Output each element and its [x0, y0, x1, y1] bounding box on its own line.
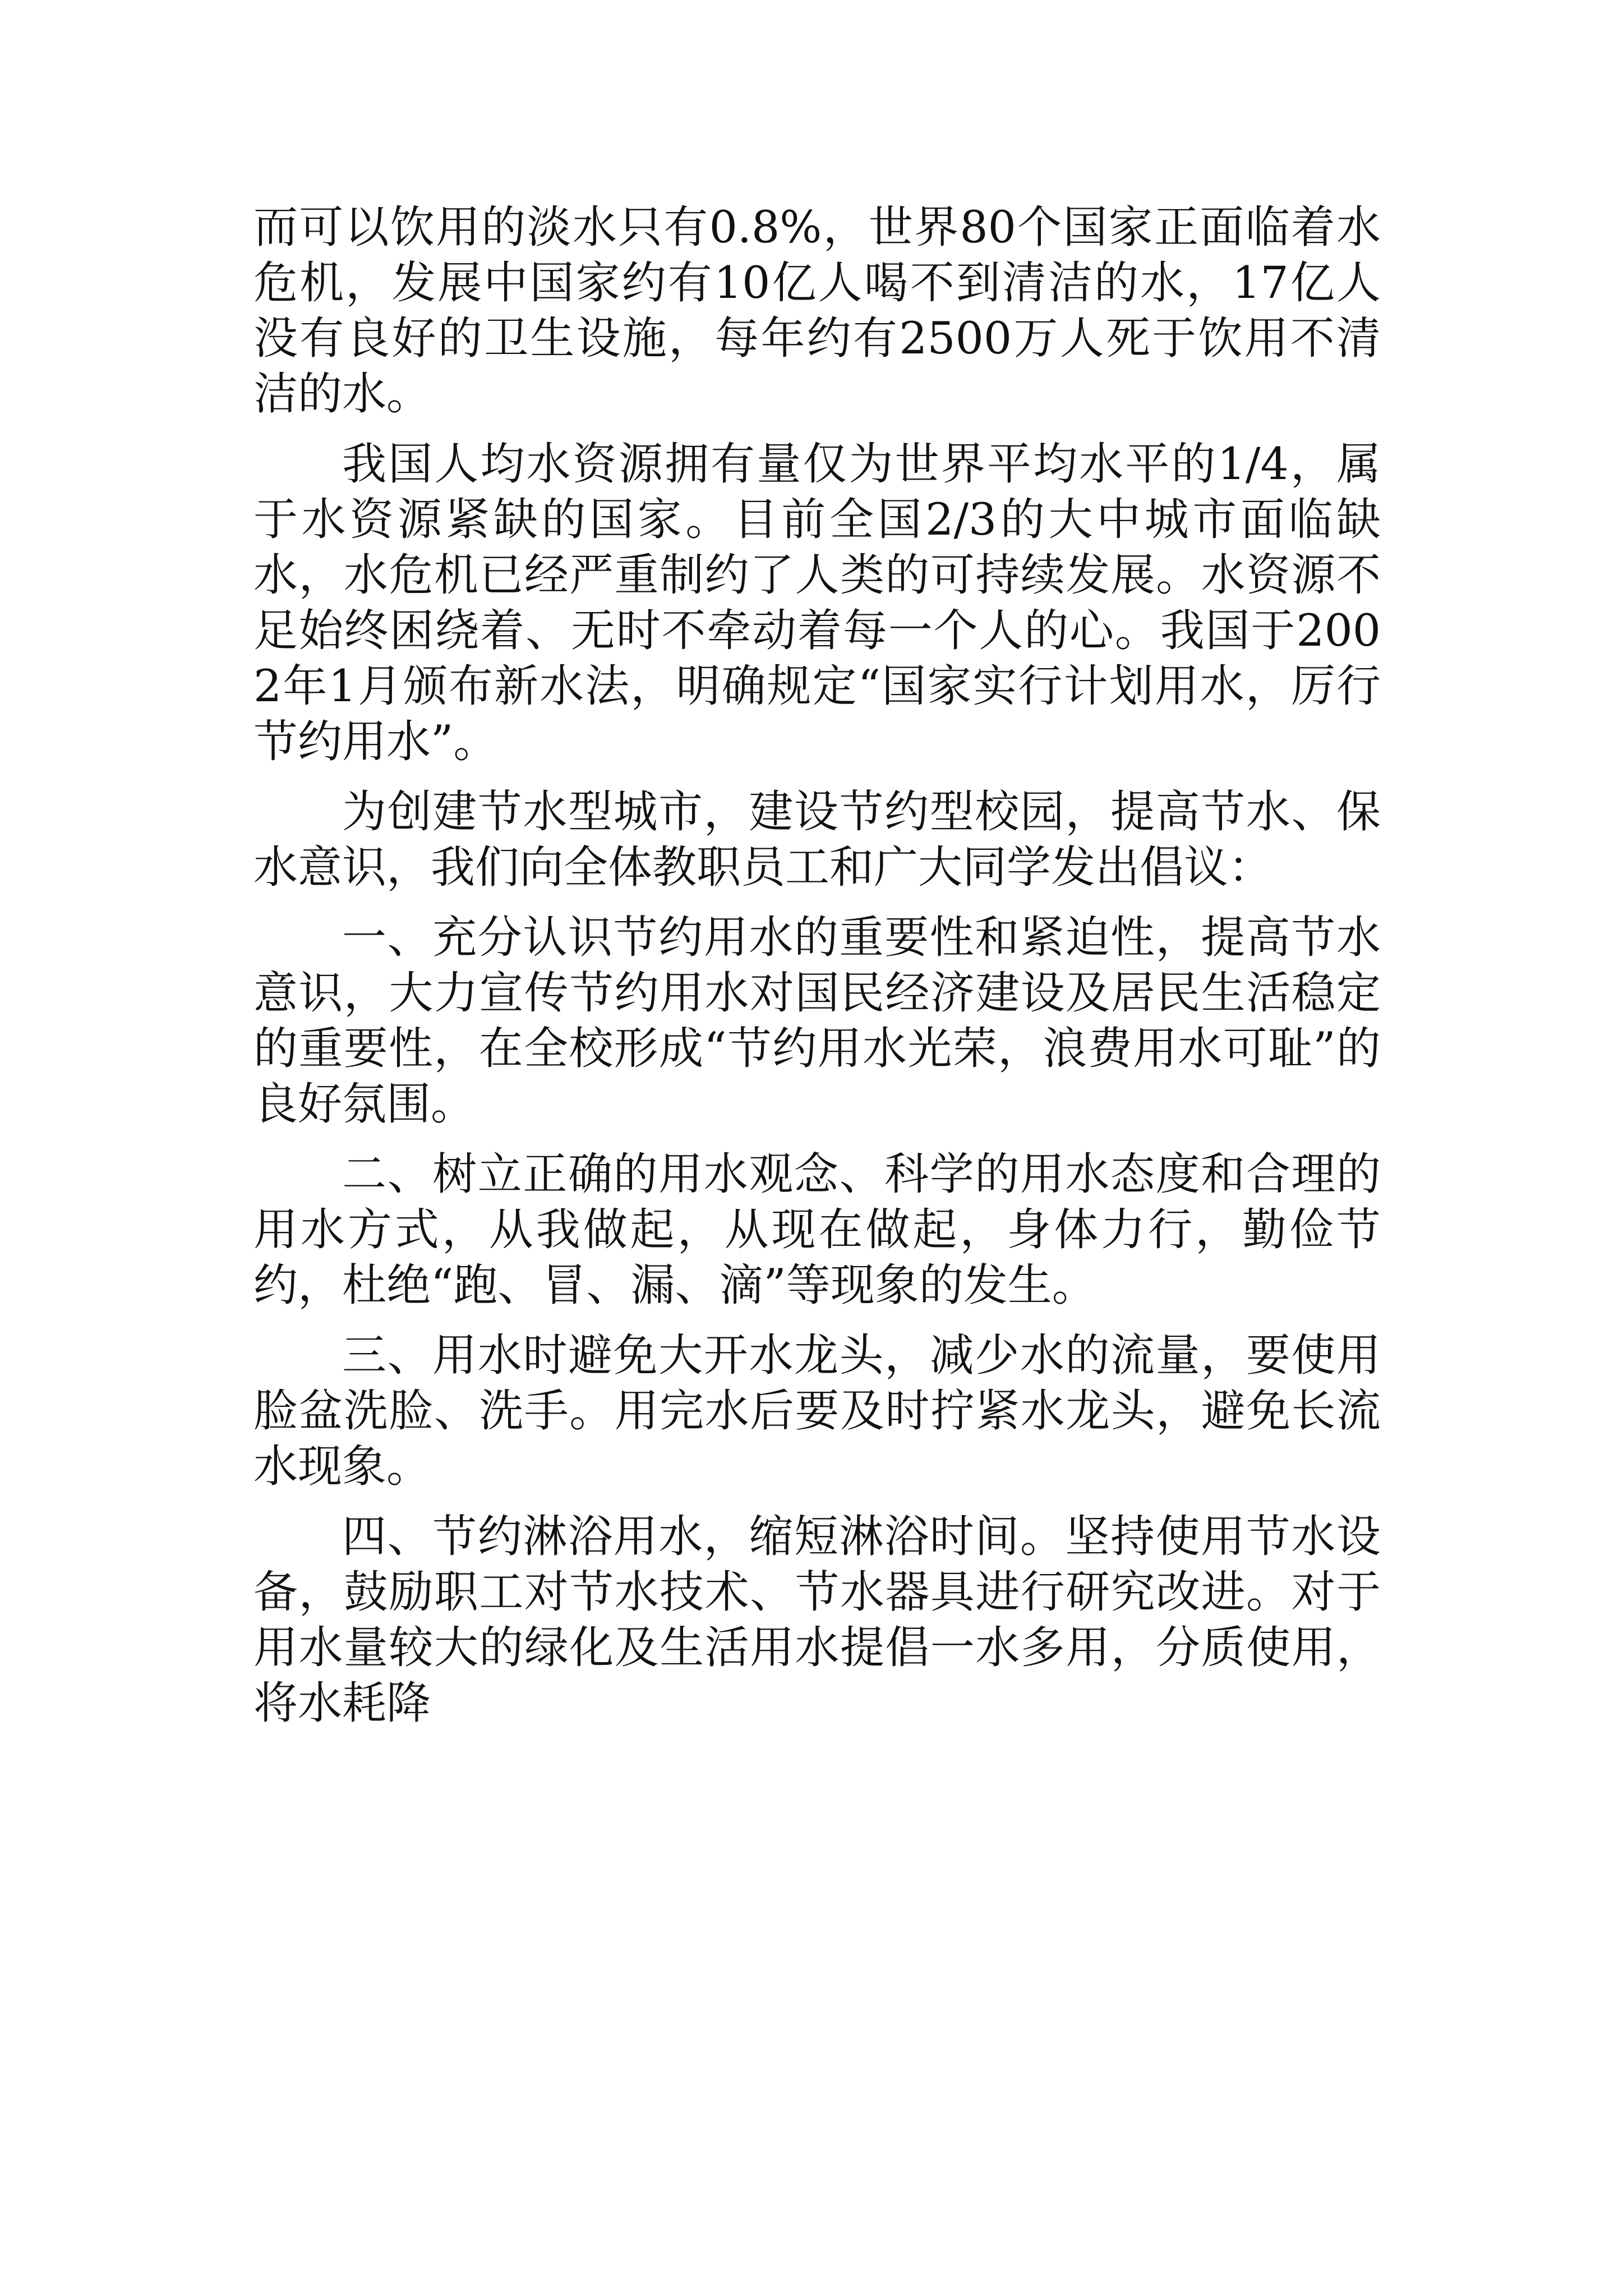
- paragraph-point-one: 一、充分认识节约用水的重要性和紧迫性，提高节水意识，大力宣传节约用水对国民经济建设及居民生活稳定的重要性，在全校形成“节约用水光荣，浪费用水可耻”的良好氛围。: [253, 912, 1381, 1130]
- paragraph-point-four: 四、节约淋浴用水，缩短淋浴时间。坚持使用节水设备，鼓励职工对节水技术、节水器具进行研究改进。对于用水量较大的绿化及生活用水提倡一水多用，分质使用，将水耗降: [253, 1511, 1381, 1729]
- paragraph-point-three: 三、用水时避免大开水龙头，减少水的流量，要使用脸盆洗脸、洗手。用完水后要及时拧紧水龙头，避免长流水现象。: [253, 1329, 1381, 1492]
- document-body: [253, 200, 1381, 1746]
- paragraph-water-crisis-stats: 而可以饮用的淡水只有0.8%，世界80个国家正面临着水危机，发展中国家约有10亿人喝不到清洁的水，17亿人没有良好的卫生设施，每年约有2500万人死于饮用不清洁的水。: [253, 201, 1381, 420]
- paragraph-initiative-intro: 为创建节水型城市，建设节约型校园，提高节水、保水意识，我们向全体教职员工和广大同学发出倡议：: [253, 786, 1381, 893]
- paragraph-point-two: 二、树立正确的用水观念、科学的用水态度和合理的用水方式，从我做起，从现在做起，身体力行，勤俭节约，杜绝“跑、冒、漏、滴”等现象的发生。: [253, 1148, 1381, 1311]
- paragraph-national-water-shortage: 我国人均水资源拥有量仅为世界平均水平的1/4，属于水资源紧缺的国家。目前全国2/3的大中城市面临缺水，水危机已经严重制约了人类的可持续发展。水资源不足始终困绕着、无时不牵动着每一个人的心。我国于2002年1月颁布新水法，明确规定“国家实行计划用水，厉行节约用水”。: [253, 438, 1381, 767]
